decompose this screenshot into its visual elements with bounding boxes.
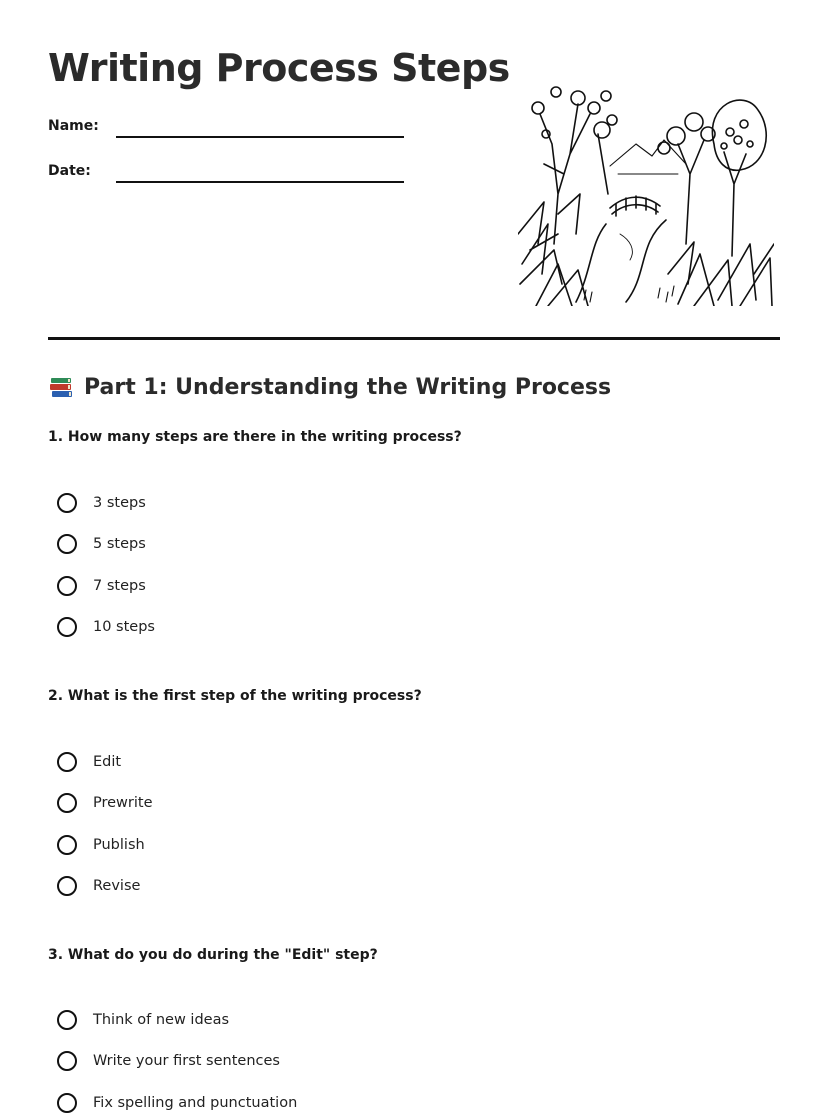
- section-divider: [48, 337, 780, 340]
- radio-button[interactable]: [57, 876, 77, 896]
- option-label: Write your first sentences: [93, 1053, 280, 1069]
- garden-illustration: [518, 74, 774, 306]
- worksheet-title: Writing Process Steps: [48, 46, 510, 90]
- name-field[interactable]: [48, 118, 408, 142]
- q3-option-2[interactable]: [57, 1049, 280, 1073]
- section-heading: [48, 374, 611, 400]
- option-label: Think of new ideas: [93, 1012, 230, 1028]
- radio-button[interactable]: [57, 793, 77, 813]
- radio-button[interactable]: [57, 617, 77, 637]
- radio-button[interactable]: [57, 1010, 77, 1030]
- books-icon: [48, 374, 74, 400]
- option-label: 7 steps: [93, 578, 146, 594]
- q2-option-1[interactable]: [57, 750, 121, 774]
- name-label: Name:: [48, 118, 99, 134]
- question-1: 1. How many steps are there in the writing process?: [48, 429, 462, 445]
- radio-button[interactable]: [57, 576, 77, 596]
- option-label: Revise: [93, 878, 141, 894]
- radio-button[interactable]: [57, 1051, 77, 1071]
- option-label: Publish: [93, 837, 145, 853]
- option-label: Fix spelling and punctuation: [93, 1095, 298, 1111]
- q1-option-4[interactable]: [57, 615, 155, 639]
- question-2: 2. What is the first step of the writing process?: [48, 688, 422, 704]
- q1-option-3[interactable]: [57, 574, 146, 598]
- option-label: 5 steps: [93, 536, 146, 552]
- radio-button[interactable]: [57, 493, 77, 513]
- radio-button[interactable]: [57, 1093, 77, 1113]
- q3-option-3[interactable]: [57, 1091, 297, 1115]
- q1-option-2[interactable]: [57, 532, 146, 556]
- q2-option-2[interactable]: [57, 791, 153, 815]
- q2-option-4[interactable]: [57, 874, 140, 898]
- question-3: 3. What do you do during the "Edit" step?: [48, 947, 378, 963]
- section-title: Part 1: Understanding the Writing Process: [84, 374, 612, 400]
- option-label: Edit: [93, 754, 122, 770]
- option-label: 3 steps: [93, 495, 146, 511]
- radio-button[interactable]: [57, 534, 77, 554]
- date-field[interactable]: [48, 163, 408, 187]
- date-line[interactable]: [116, 181, 404, 183]
- q2-option-3[interactable]: [57, 833, 145, 857]
- q1-option-1[interactable]: [57, 491, 146, 515]
- name-line[interactable]: [116, 136, 404, 138]
- radio-button[interactable]: [57, 835, 77, 855]
- option-label: 10 steps: [93, 619, 155, 635]
- radio-button[interactable]: [57, 752, 77, 772]
- q3-option-1[interactable]: [57, 1008, 229, 1032]
- date-label: Date:: [48, 163, 91, 179]
- option-label: Prewrite: [93, 795, 153, 811]
